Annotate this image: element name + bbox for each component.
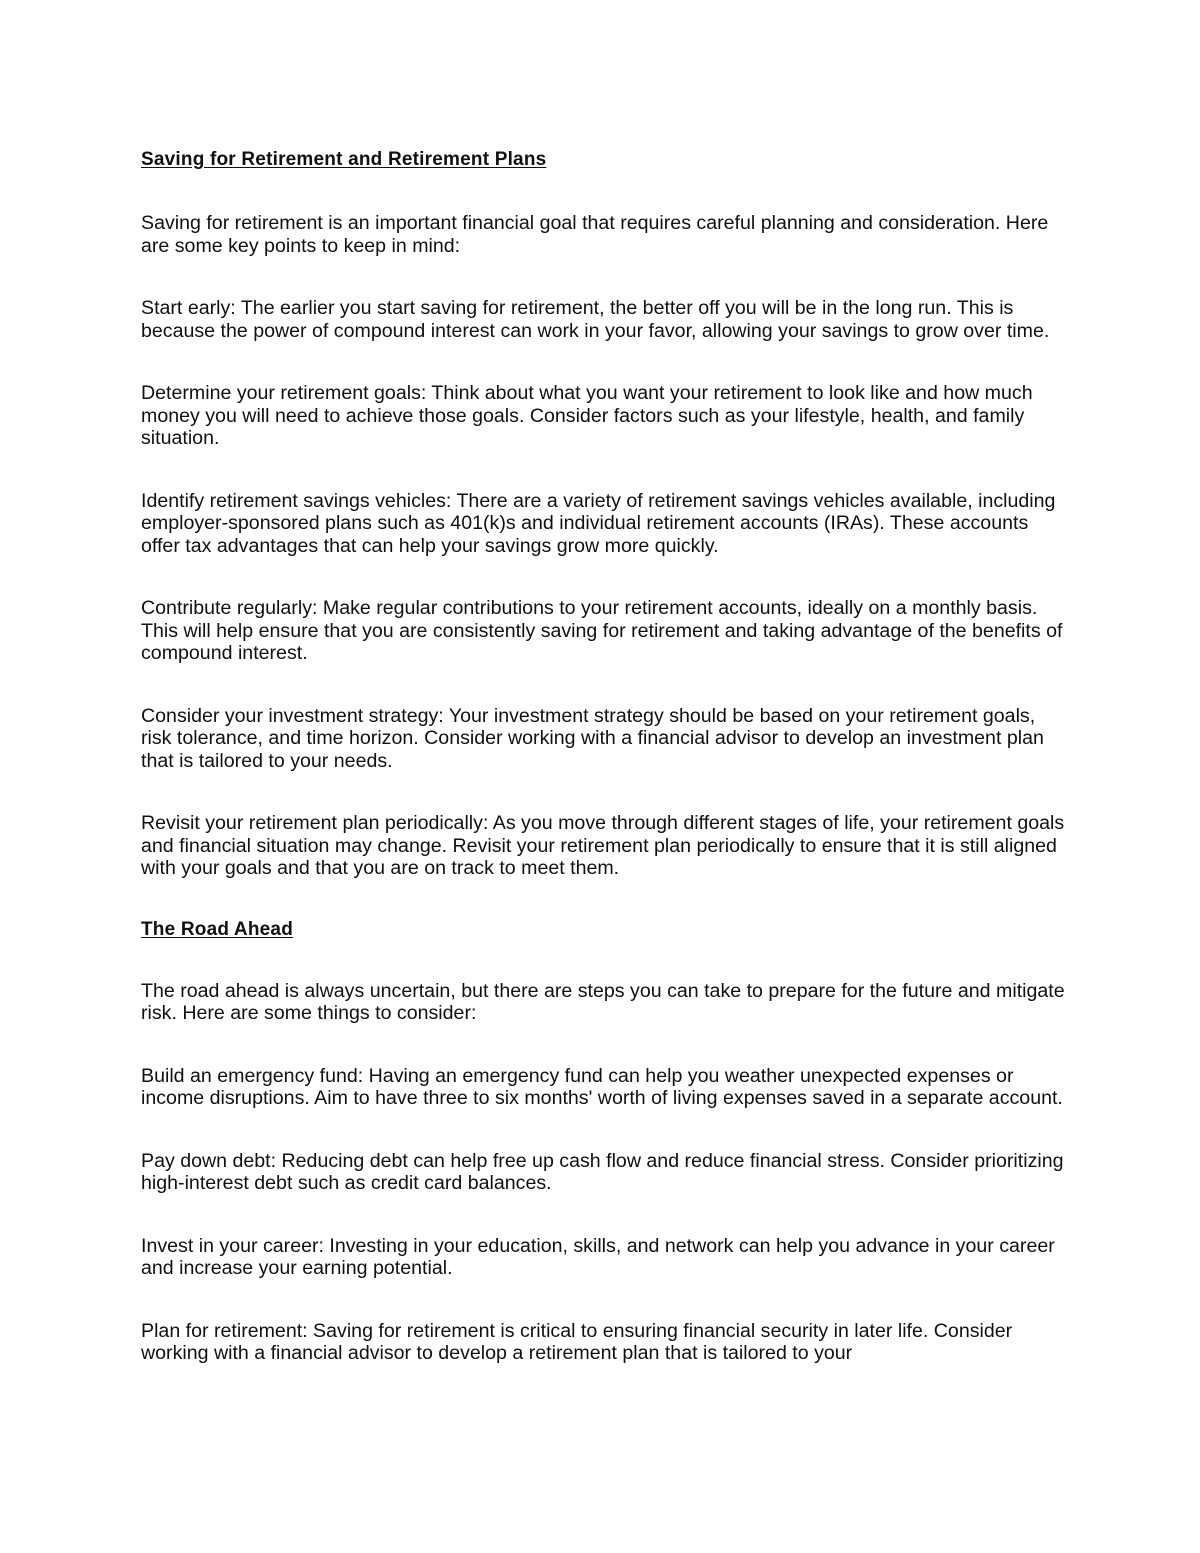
paragraph-contribute-regularly: Contribute regularly: Make regular contributions to your retirement accounts, ideally on a monthly basis. This will help ensure that you are consistently saving for retirement and taking advantage of the benefits of compound interest. [141, 597, 1063, 664]
section-intro-paragraph: Saving for retirement is an important financial goal that requires careful planning and consideration. Here are some key points to keep in mind: [141, 212, 1049, 257]
section-heading-retirement: Saving for Retirement and Retirement Plans [141, 149, 547, 170]
paragraph-determine-goals: Determine your retirement goals: Think about what you want your retirement to look like and how much money you will need to achieve those goals. Consider factors such as your lifestyle, health, and family situation. [141, 382, 1033, 449]
paragraph-investment-strategy: Consider your investment strategy: Your investment strategy should be based on your retirement goals, risk tolerance, and time horizon. Consider working with a financial advisor to develop an investment plan that is tailored to your needs. [141, 704, 1044, 772]
paragraph-pay-down-debt: Pay down debt: Reducing debt can help free up cash flow and reduce financial stress. Consider prioritizing high-interest debt such as credit card balances. [141, 1149, 1064, 1194]
paragraph-emergency-fund: Build an emergency fund: Having an emergency fund can help you weather unexpected expenses or income disruptions. Aim to have three to six months' worth of living expenses saved in a separate account. [141, 1064, 1063, 1109]
paragraph-savings-vehicles: Identify retirement savings vehicles: There are a variety of retirement savings vehicles available, including employer-sponsored plans such as 401(k)s and individual retirement accounts (IRAs). These accounts offer tax advantages that can help your savings grow more quickly. [141, 489, 1056, 557]
paragraph-start-early: Start early: The earlier you start saving for retirement, the better off you will be in the long run. This is because the power of compound interest can work in your favor, allowing your savings to grow over time. [141, 297, 1050, 342]
paragraph-revisit-plan: Revisit your retirement plan periodically: As you move through different stages of life, your retirement goals and financial situation may change. Revisit your retirement plan periodically to ensure that it is still aligned with your goals and that you are on track to meet them. [141, 812, 1065, 879]
section-intro-paragraph: The road ahead is always uncertain, but there are steps you can take to prepare for the future and mitigate risk. Here are some things to consider: [141, 979, 1065, 1024]
document-page [141, 146, 1071, 1365]
paragraph-invest-career: Invest in your career: Investing in your education, skills, and network can help you advance in your career and increase your earning potential. [141, 1234, 1055, 1279]
section-heading-road-ahead: The Road Ahead [141, 918, 293, 940]
paragraph-plan-retirement: Plan for retirement: Saving for retirement is critical to ensuring financial security in later life. Consider working with a financial advisor to develop a retirement plan that is tailored to your [141, 1319, 1013, 1364]
